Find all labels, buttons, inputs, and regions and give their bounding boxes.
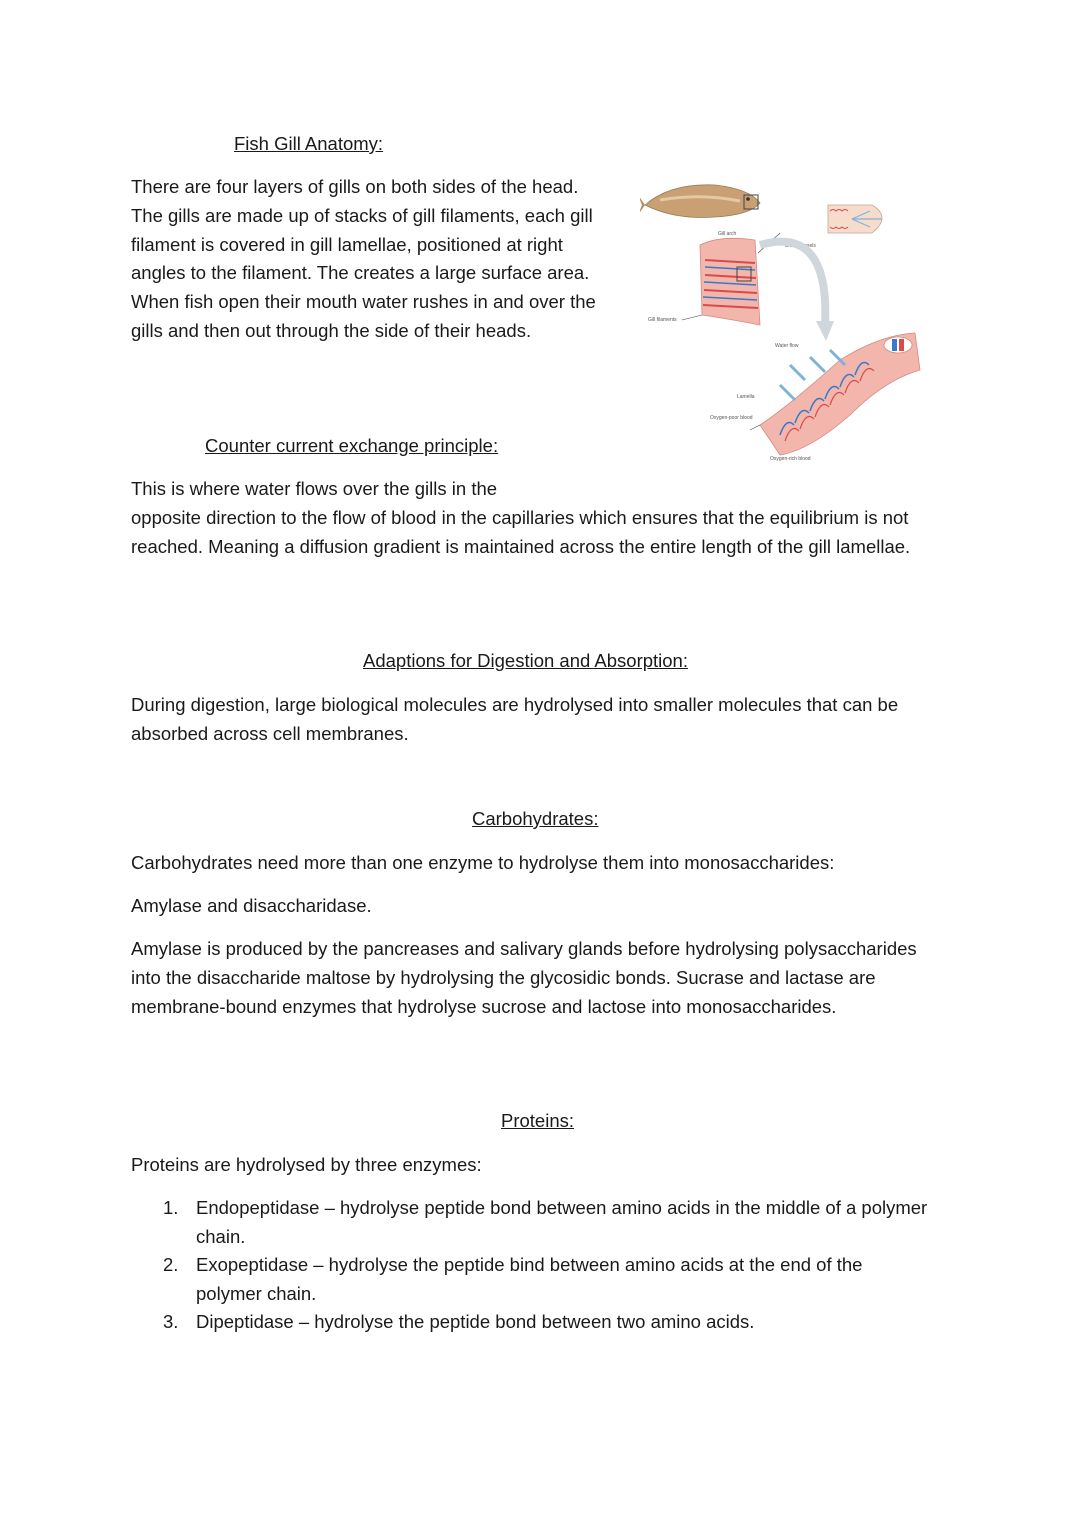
carbohydrates-paragraph: Amylase is produced by the pancreases and salivary glands before hydrolysing polysaccharides into the disaccharide maltose by hydrolysing the glycosidic bonds. Sucrase and lactase are membrane-bound enzymes that hydrolyse sucrose and lactose into monosaccharides. [131,938,917,1017]
lamella-label: Lamella [737,394,755,400]
blood-vessels-label: Blood vessels [785,243,816,249]
list-item [163,1251,933,1308]
carbohydrates-intro: Carbohydrates need more than one enzyme to hydrolyse them into monosaccharides: [131,852,835,873]
fish-gill-paragraph: There are four layers of gills on both sides of the head. The gills are made up of stacks of gill filaments, each gill filament is covered in gill lamellae, positioned at right angles to the filament. The creates a large surface area. When fish open their mouth water rushes in and over the gills and then out through the side of their heads. [131,176,596,341]
counter-current-first-line: This is where water flows over the gills in the [131,478,498,499]
carbohydrates-enzymes: Amylase and disaccharidase. [131,895,372,916]
zoom-arrow [760,242,825,325]
carbohydrates-heading: Carbohydrates: [472,808,599,829]
gill-filaments-label: Gill filaments [648,317,677,323]
gill-arch-label: Gill arch [718,231,737,237]
fish-gill-heading: Fish Gill Anatomy: [234,133,384,154]
counter-current-rest: opposite direction to the flow of blood in the capillaries which ensures that the equilibrium is not reached. Meaning a diffusion gradient is maintained across the entire length of the gill lamellae. [131,506,911,557]
fish-illustration [640,185,760,218]
digestion-heading: Adaptions for Digestion and Absorption: [363,650,688,671]
proteins-intro: Proteins are hydrolysed by three enzymes: [131,1154,482,1175]
list-item-text: Exopeptidase – hydrolyse the peptide bind between amino acids at the end of the polymer chain. [196,1254,863,1304]
counter-current-paragraph [131,475,951,561]
enzyme-list [163,1194,933,1337]
gill-diagram-svg [640,175,940,475]
gill-diagram [640,175,940,475]
filament-lamellae-illustration [750,333,920,455]
list-item [163,1194,933,1251]
oxygen-rich-label: Oxygen-rich blood [770,456,811,462]
digestion-paragraph: During digestion, large biological molecules are hydrolysed into smaller molecules that can be absorbed across cell membranes. [131,694,899,744]
list-item [163,1308,933,1337]
list-number: 2. [163,1254,179,1276]
counter-current-heading: Counter current exchange principle: [205,435,499,456]
water-flow-label: Water flow [775,343,799,349]
proteins-heading: Proteins: [501,1110,575,1131]
head-cross-section [828,205,882,233]
oxygen-poor-label: Oxygen-poor blood [710,415,753,421]
list-number: 3. [163,1311,179,1333]
list-number: 1. [163,1197,179,1218]
list-item-text: Endopeptidase – hydrolyse peptide bond between amino acids in the middle of a polymer chain. [196,1197,928,1247]
list-item-text: Dipeptidase – hydrolyse the peptide bond between two amino acids. [196,1311,755,1333]
